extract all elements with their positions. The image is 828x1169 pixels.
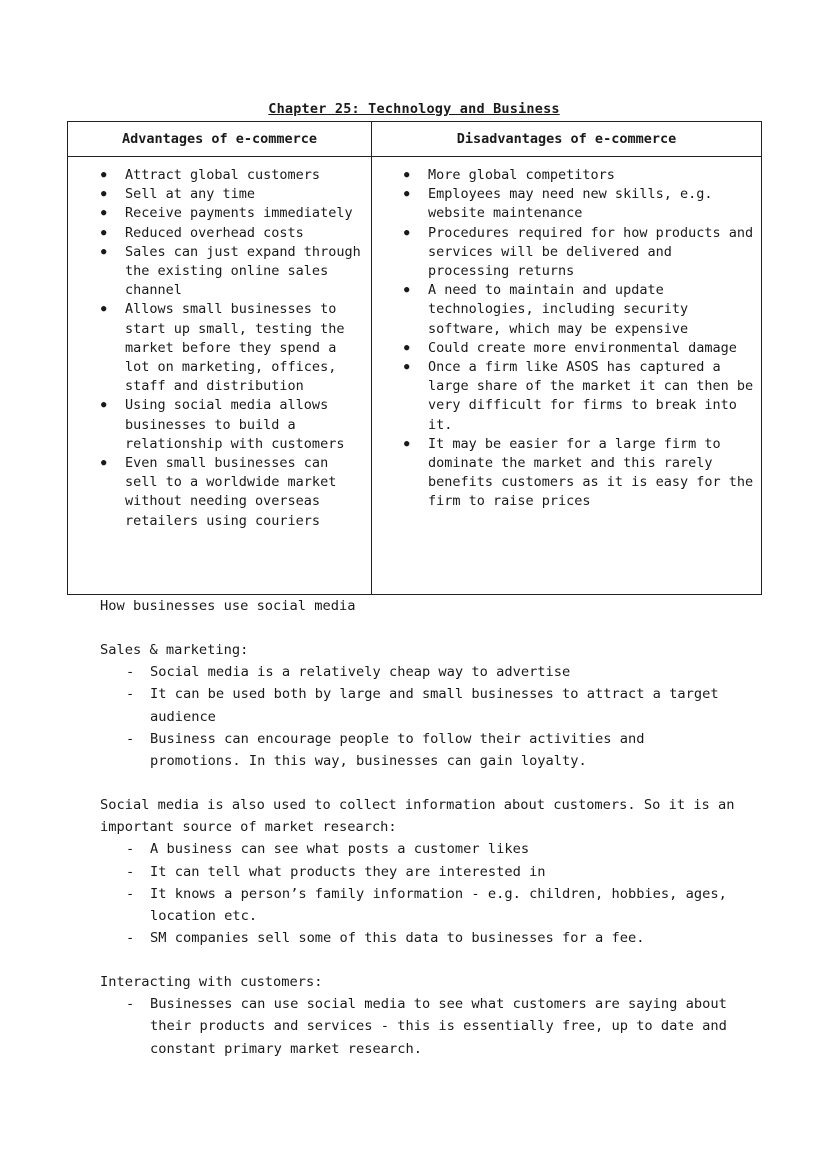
- page-title: Chapter 25: Technology and Business: [268, 101, 560, 117]
- advantage-item: ● Even small businesses can sell to a worldwide market without needing overseas retailers using couriers: [125, 454, 365, 531]
- disadvantage-item: ● Procedures required for how products and services will be delivered and processing returns: [428, 224, 755, 282]
- advantages-cell: [68, 157, 372, 595]
- research-item: - SM companies sell some of this data to businesses for a fee.: [150, 927, 740, 949]
- interacting-section: [100, 971, 740, 1060]
- disadvantage-item: ● Once a firm like ASOS has captured a large share of the market it can then be very difficult for firms to break into it.: [428, 358, 755, 435]
- social-media-heading: How businesses use social media: [100, 598, 356, 614]
- interacting-list: [100, 993, 740, 1060]
- advantage-item: ● Sales can just expand through the existing online sales channel: [125, 243, 365, 301]
- disadvantages-header: Disadvantages of e-commerce: [372, 122, 762, 157]
- advantage-item: ● Reduced overhead costs: [125, 224, 365, 243]
- disadvantage-item: ● A need to maintain and update technologies, including security software, which may be expensive: [428, 281, 755, 339]
- disadvantages-list: [372, 157, 761, 512]
- research-item: - It knows a person’s family information - e.g. children, hobbies, ages, location etc.: [150, 883, 740, 927]
- disadvantage-item: ● It may be easier for a large firm to dominate the market and this rarely benefits customers as it is easy for the firm to raise prices: [428, 435, 755, 512]
- advantage-item: ● Using social media allows businesses to build a relationship with customers: [125, 396, 365, 454]
- sales-marketing-section: [100, 639, 740, 772]
- sales-marketing-list: [100, 661, 740, 772]
- advantages-header: Advantages of e-commerce: [68, 122, 372, 157]
- interacting-item: - Businesses can use social media to see what customers are saying about their products and services - this is essentially free, up to date and constant primary market research.: [150, 993, 740, 1060]
- advantage-item: ● Receive payments immediately: [125, 204, 365, 223]
- market-research-intro: Social media is also used to collect information about customers. So it is an important source of market research:: [100, 797, 735, 836]
- disadvantages-cell: [372, 157, 762, 595]
- sales-item: - It can be used both by large and small businesses to attract a target audience: [150, 683, 740, 727]
- interacting-heading: Interacting with customers:: [100, 974, 323, 990]
- sales-item: - Social media is a relatively cheap way to advertise: [150, 661, 740, 683]
- sales-marketing-heading: Sales & marketing:: [100, 642, 249, 658]
- market-research-section: [100, 794, 740, 949]
- sales-item: - Business can encourage people to follow their activities and promotions. In this way, businesses can gain loyalty.: [150, 728, 740, 772]
- advantage-item: ● Allows small businesses to start up small, testing the market before they spend a lot on marketing, offices, staff and distribution: [125, 300, 365, 396]
- advantages-list: [68, 157, 371, 531]
- research-item: - A business can see what posts a customer likes: [150, 838, 740, 860]
- disadvantage-item: ● Employees may need new skills, e.g. website maintenance: [428, 185, 755, 223]
- advantage-item: ● Attract global customers: [125, 166, 365, 185]
- market-research-list: [100, 838, 740, 949]
- research-item: - It can tell what products they are interested in: [150, 861, 740, 883]
- disadvantage-item: ● Could create more environmental damage: [428, 339, 755, 358]
- disadvantage-item: ● More global competitors: [428, 166, 755, 185]
- ecommerce-comparison-table: [67, 121, 762, 595]
- advantage-item: ● Sell at any time: [125, 185, 365, 204]
